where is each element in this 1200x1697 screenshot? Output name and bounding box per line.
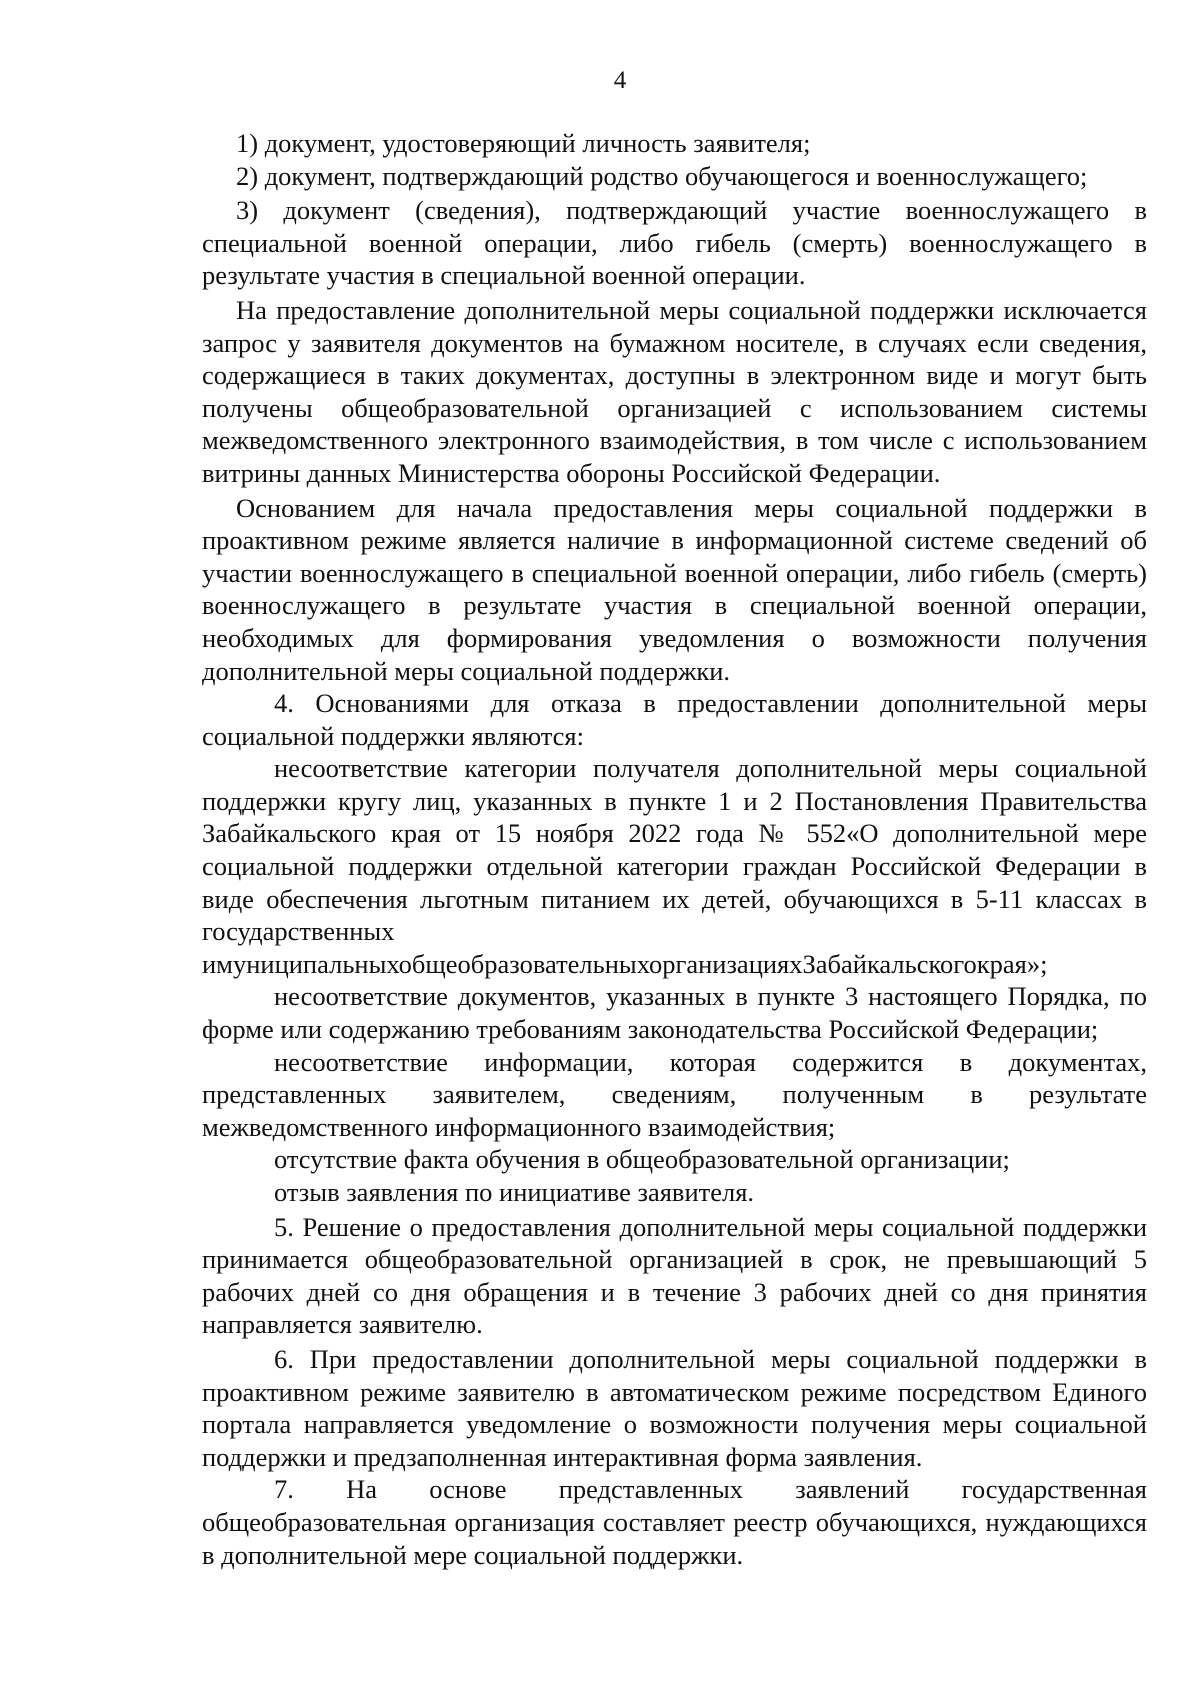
section-4-refusal-grounds: 4. Основаниями для отказа в предоставлении дополнительной меры социальной поддержки являются: (202, 688, 1147, 751)
page-number: 4 (613, 67, 627, 94)
refusal-ground-documents: несоответствие документов, указанных в пункте 3 настоящего Порядка, по форме или содержанию требованиям законодательства Российской Федерации; (202, 981, 1147, 1045)
list-item-kinship-document: 2) документ, подтверждающий родство обучающегося и военнослужащего; (236, 160, 1088, 191)
paragraph-paper-documents: На предоставление дополнительной меры социальной поддержки исключается запрос у заявителя документов на бумажном носителе, в случаях если сведения, содержащиеся в таких документах, доступны в электронном виде и могут быть получены общеобразовательной организацией с использованием системы межведомственного электронного взаимодействия, в том числе с использованием витрины данных Министерства обороны Российской Федерации. (202, 294, 1147, 488)
list-item-participation-document: 3) документ (сведения), подтверждающий участие военнослужащего в специальной военной операции, либо гибель (смерть) военнослужащего в результате участия в специальной военной операции. (202, 195, 1147, 291)
section-6-proactive-notification: 6. При предоставлении дополнительной меры социальной поддержки в проактивном режиме заявителю в автоматическом режиме посредством Единого портала направляется уведомление о возможности получения меры социальной поддержки и предзаполненная интерактивная форма заявления. (202, 1343, 1147, 1472)
list-item-identity-document: 1) документ, удостоверяющий личность заявителя; (236, 128, 811, 158)
refusal-ground-information: несоответствие информации, которая содержится в документах, представленных заявителем, сведениям, полученным в результате межведомственного информационного взаимодействия; (202, 1046, 1147, 1142)
section-7-registry: 7. На основе представленных заявлений государственная общеобразовательная организация составляет реестр обучающихся, нуждающихся в дополнительной мере социальной поддержки. (202, 1474, 1147, 1570)
document-body (202, 127, 1147, 1571)
section-5-decision: 5. Решение о предоставления дополнительной меры социальной поддержки принимается общеобразовательной организацией в срок, не превышающий 5 рабочих дней со дня обращения и в течение 3 рабочих дней со дня принятия направляется заявителю. (202, 1211, 1147, 1340)
refusal-ground-no-study: отсутствие факта обучения в общеобразовательной организации; (274, 1144, 1010, 1175)
refusal-ground-category: несоответствие категории получателя дополнительной меры социальной поддержки кругу лиц, указанных в пункте 1 и 2 Постановления Правительства Забайкальского края от 15 ноября 2022 года № 552«О дополнительной мере социальной поддержки отдельной категории граждан Российской Федерации в виде обеспечения льготным питанием их детей, обучающихся в 5-11 классах в государственных имуниципальныхобщеобразовательныхорганизацияхЗабайкальскогокрая»; (202, 753, 1147, 979)
paragraph-proactive-basis: Основанием для начала предоставления меры социальной поддержки в проактивном режиме является наличие в информационной системе сведений об участии военнослужащего в специальной военной операции, либо гибель (смерть) военнослужащего в результате участия в специальной военной операции, необходимых для формирования уведомления о возможности получения дополнительной меры социальной поддержки. (202, 492, 1147, 686)
refusal-ground-withdrawal: отзыв заявления по инициативе заявителя. (274, 1177, 755, 1207)
